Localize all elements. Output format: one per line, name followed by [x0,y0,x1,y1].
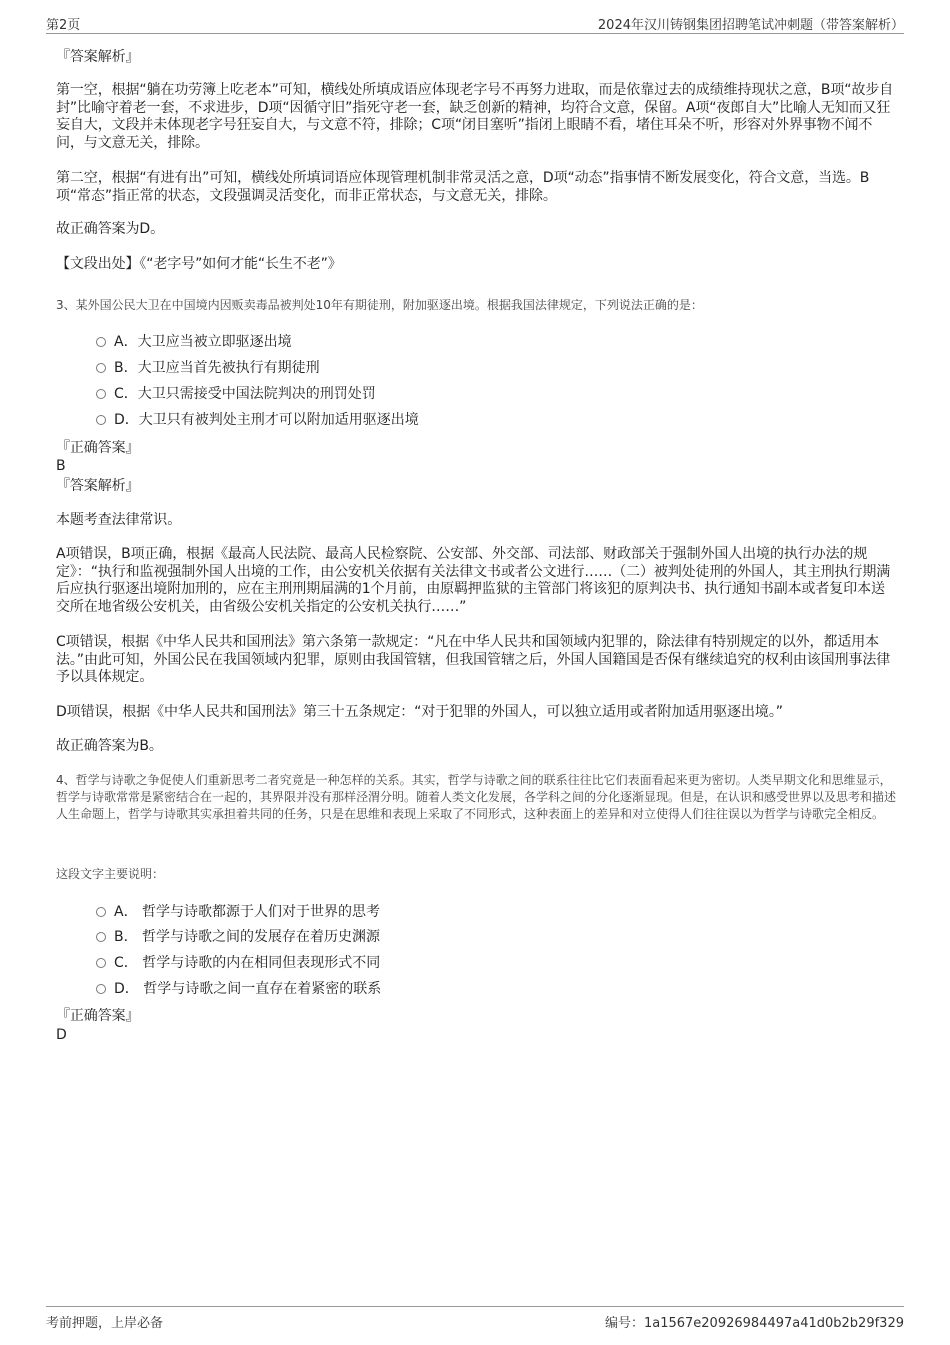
q3-analysis-label: 『答案解析』 [56,478,140,494]
option-label: B． 哲学与诗歌之间的发展存在着历史渊源 [114,929,381,945]
q2-conclusion: 故正确答案为D。 [56,221,164,237]
q3-option-b[interactable] [96,358,320,378]
q3-option-d[interactable] [96,410,419,430]
q3-answer: B [56,458,66,474]
document-id: 编号：1a1567e20926984497a41d0b2b29f329 [604,1316,904,1331]
option-label: A． 哲学与诗歌都源于人们对于世界的思考 [114,904,381,920]
radio-icon[interactable] [96,984,106,994]
q3-answer-label: 『正确答案』 [56,440,140,456]
q3-analysis-para1: A项错误，B项正确，根据《最高人民法院、最高人民检察院、公安部、外交部、司法部、财政部关于强制外国人出境的执行办法的规定》：“执行和监视强制外国人出境的工作，由公安机关依据有关法律文书或者公文进行……（二）被判处徒刑的外国人，其主刑执行期满后应执行驱逐出境附加刑的，应在主刑刑期届满的1个月前，由原羁押监狱的主管部门将该犯的原判决书、执行通知书副本或者复印本送交所在地省级公安机关，由省级公安机关指定的公安机关执行……” [56,546,891,615]
page-header [46,14,904,34]
q3-option-c[interactable] [96,384,376,404]
footer-divider [46,1306,904,1307]
document-title: 2024年汉川铸钢集团招聘笔试冲刺题（带答案解析） [597,18,904,33]
q2-source: 【文段出处】《“老字号”如何才能“长生不老”》 [56,256,342,272]
page-footer [46,1312,904,1332]
q4-answer: D [56,1027,67,1043]
option-label: B．大卫应当首先被执行有期徒刑 [114,360,320,376]
q4-option-a[interactable] [96,902,380,922]
q4-prompt: 这段文字主要说明： [56,867,165,881]
q3-conclusion: 故正确答案为B。 [56,738,163,754]
option-label: D．大卫只有被判处主刑才可以附加适用驱逐出境 [114,412,419,428]
q3-intro: 本题考查法律常识。 [56,512,182,528]
radio-icon[interactable] [96,389,106,399]
option-label: A．大卫应当被立即驱逐出境 [114,334,292,350]
q4-option-c[interactable] [96,953,380,973]
q3-option-a[interactable] [96,332,292,352]
radio-icon[interactable] [96,958,106,968]
q3-question: 3、某外国公民大卫在中国境内因贩卖毒品被判处10年有期徒刑，附加驱逐出境。根据我国法律规定，下列说法正确的是： [56,298,703,312]
q4-question: 4、哲学与诗歌之争促使人们重新思考二者究竟是一种怎样的关系。其实，哲学与诗歌之间的联系往往比它们表面看起来更为密切。人类早期文化和思维显示，哲学与诗歌常常是紧密结合在一起的，其界限并没有那样泾渭分明。随着人类文化发展，各学科之间的分化逐渐显现。但是，在认识和感受世界以及思考和描述人生命题上，哲学与诗歌其实承担着共同的任务，只是在思维和表现上采取了不同形式，这种表面上的差异和对立使得人们往往误以为哲学与诗歌完全相反。 [56,773,897,821]
radio-icon[interactable] [96,363,106,373]
option-label: D． 哲学与诗歌之间一直存在着紧密的联系 [114,981,382,997]
q3-analysis-para2: C项错误，根据《中华人民共和国刑法》第六条第一款规定：“凡在中华人民共和国领域内犯罪的，除法律有特别规定的以外，都适用本法。”由此可知，外国公民在我国领域内犯罪，原则由我国管辖，但我国管辖之后，外国人国籍国是否保有继续追究的权利由该国刑事法律予以具体规定。 [56,634,891,685]
radio-icon[interactable] [96,415,106,425]
radio-icon[interactable] [96,907,106,917]
q4-option-b[interactable] [96,927,380,947]
header-divider [46,33,904,34]
page-number: 第2页 [46,18,81,33]
radio-icon[interactable] [96,337,106,347]
q2-analysis-label: 『答案解析』 [56,49,140,65]
q2-analysis-para1: 第一空，根据“躺在功劳簿上吃老本”可知，横线处所填成语应体现老字号不再努力进取，而是依靠过去的成绩维持现状之意，B项“故步自封”比喻守着老一套，不求进步，D项“因循守旧”指死守老一套，缺乏创新的精神，均符合文意，保留。A项“夜郎自大”比喻人无知而又狂妄自大，文段并未体现老字号狂妄自大，与文意不符，排除；C项“闭目塞听”指闭上眼睛不看，堵住耳朵不听，形容对外界事物不闻不问，与文意无关，排除。 [56,82,894,151]
q4-answer-label: 『正确答案』 [56,1008,140,1024]
option-label: C．大卫只需接受中国法院判决的刑罚处罚 [114,386,376,402]
q3-analysis-para3: D项错误，根据《中华人民共和国刑法》第三十五条规定：“对于犯罪的外国人，可以独立适用或者附加适用驱逐出境。” [56,704,783,720]
radio-icon[interactable] [96,932,106,942]
q4-option-d[interactable] [96,979,381,999]
footer-slogan: 考前押题，上岸必备 [46,1316,164,1331]
option-label: C． 哲学与诗歌的内在相同但表现形式不同 [114,955,381,971]
q2-analysis-para2: 第二空，根据“有进有出”可知，横线处所填词语应体现管理机制非常灵活之意，D项“动态”指事情不断发展变化，符合文意，当选。B项“常态”指正常的状态，文段强调灵活变化，而非正常状态，与文意无关，排除。 [56,170,870,204]
